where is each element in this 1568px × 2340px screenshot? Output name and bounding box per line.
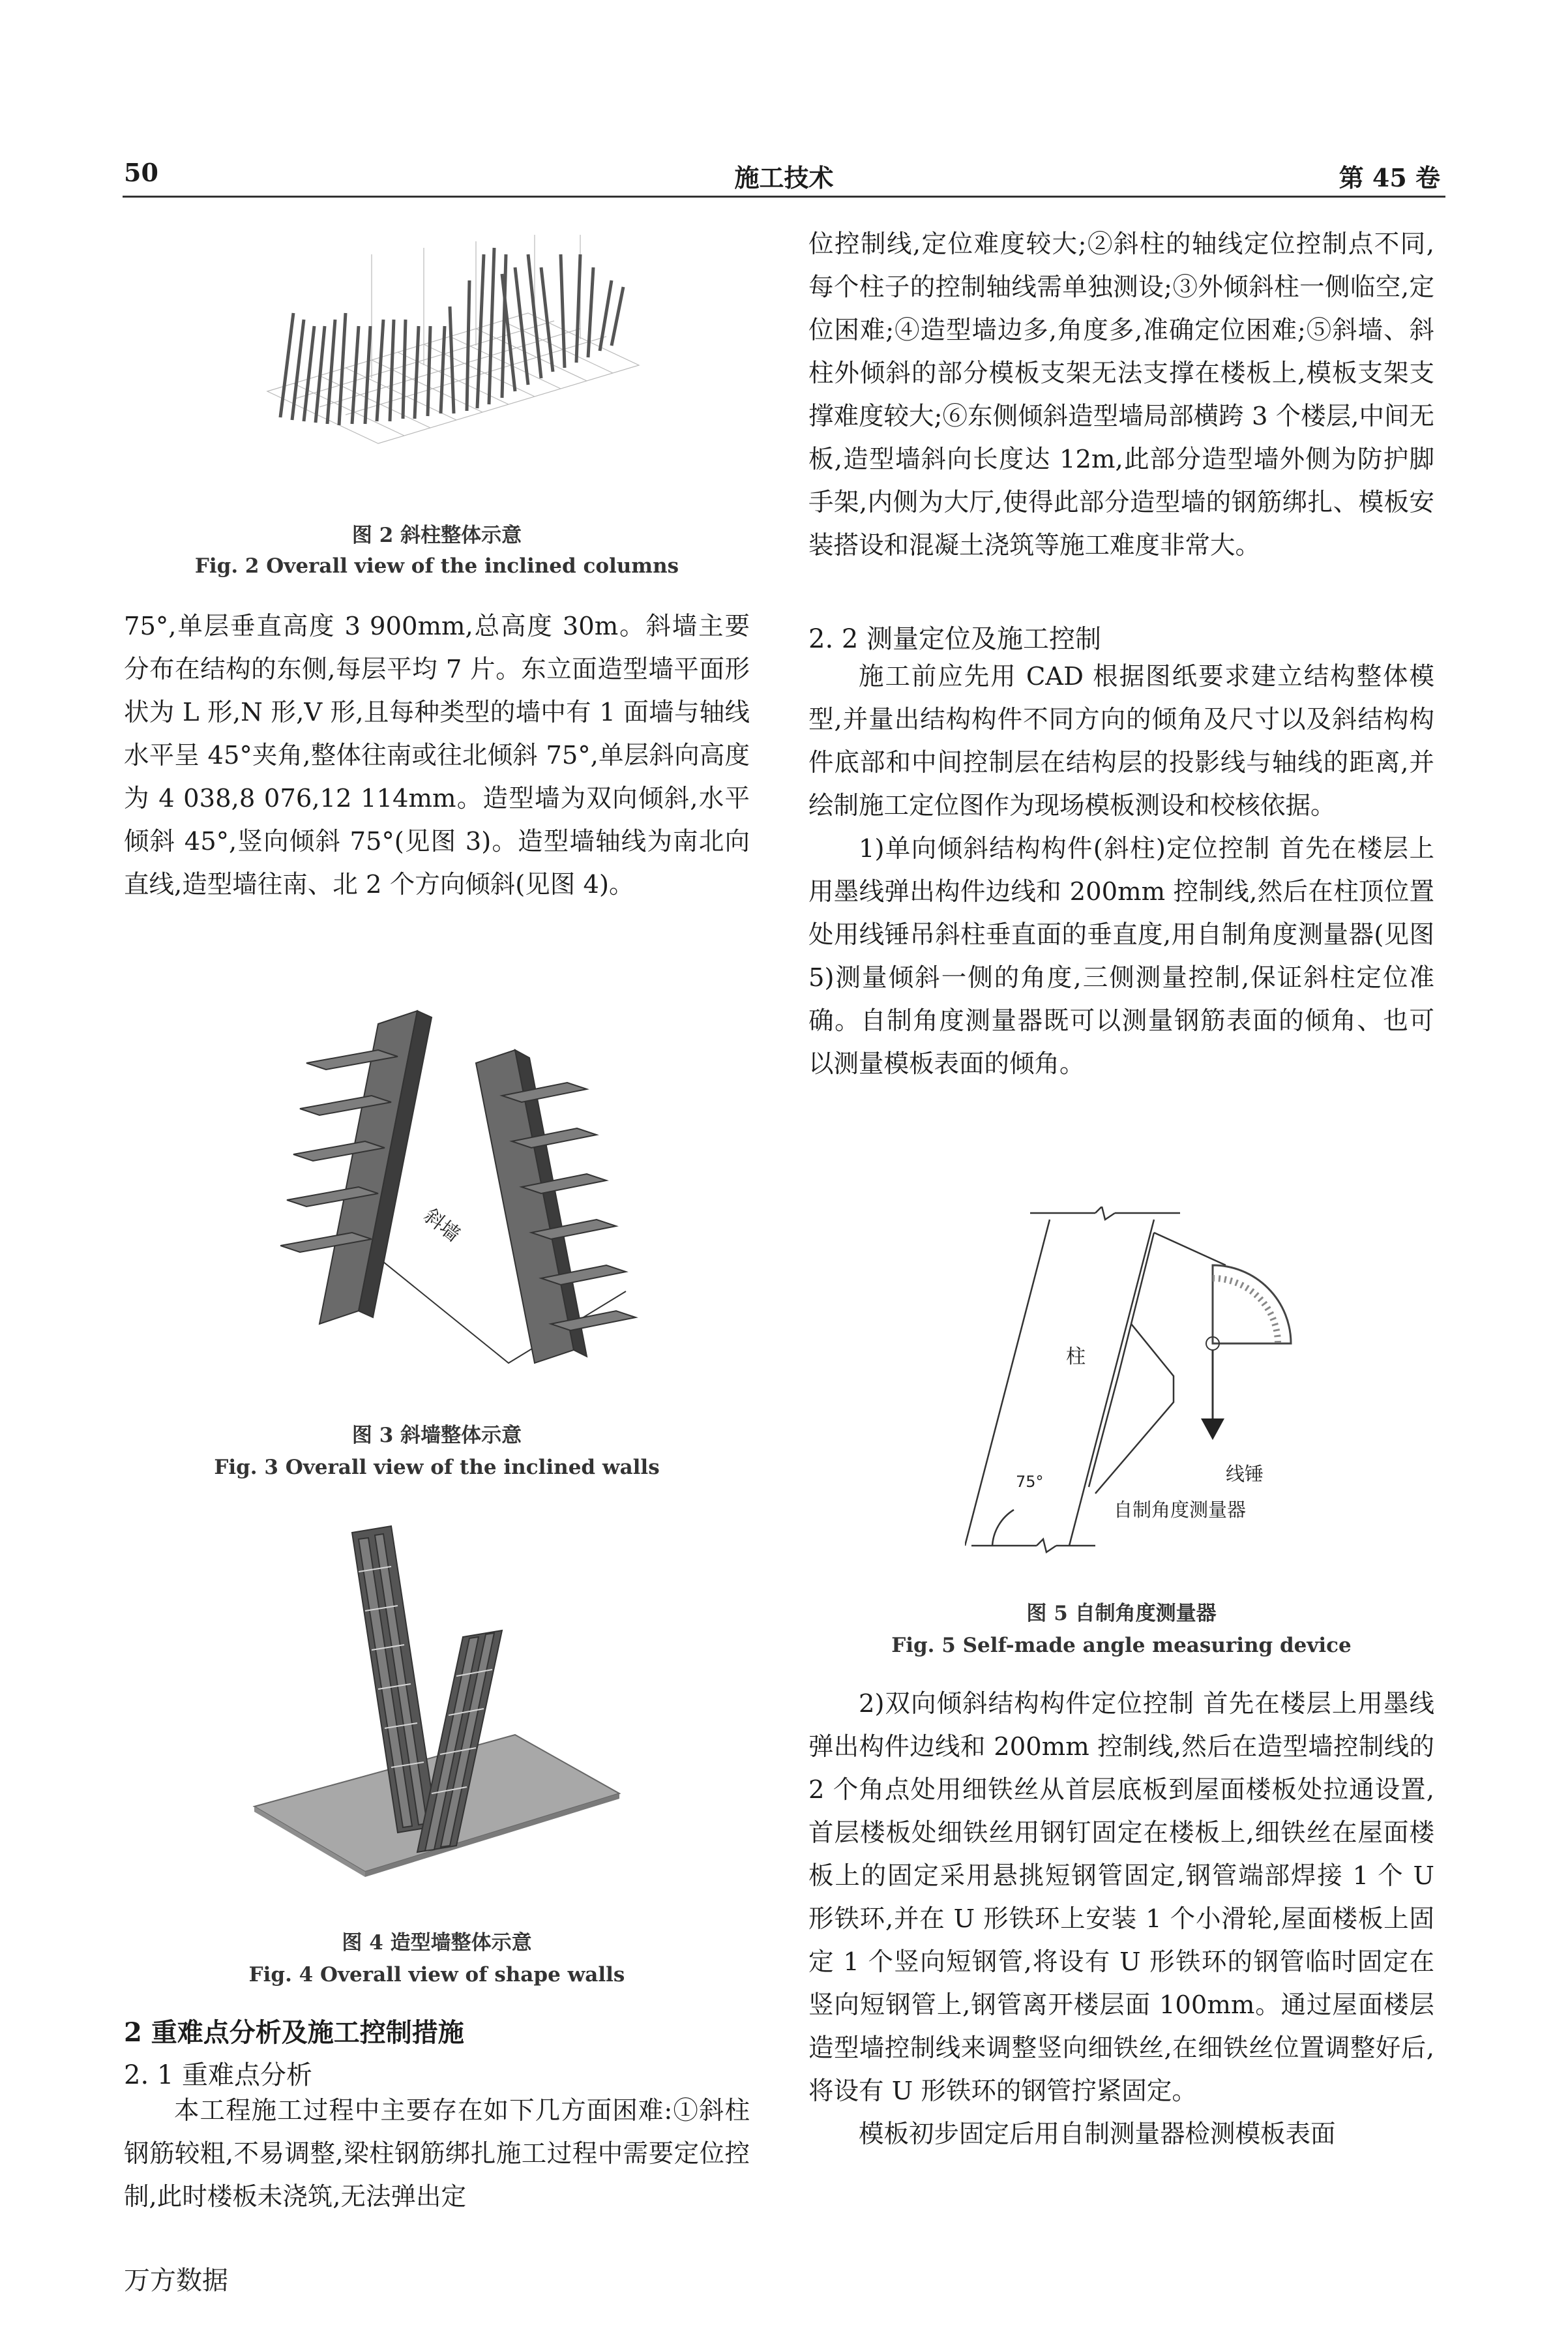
figure-5-angle-device xyxy=(965,1207,1330,1559)
page-number: 50 xyxy=(124,158,158,187)
figure-5-column-label: 柱 xyxy=(1066,1345,1086,1368)
figure-5-caption-en: Fig. 5 Self-made angle measuring device xyxy=(891,1634,1352,1657)
left-paragraph-1: 75°,单层垂直高度 3 900mm,总高度 30m。斜墙主要分布在结构的东侧,每层平均 7 片。东立面造型墙平面形状为 L 形,N 形,V 形,且每种类型的墙中有 1 面墙与轴线水平呈 45°夹角,整体往南或往北倾斜 75°,单层斜向高度为 4 038,8 076,12 114mm。造型墙为双向倾斜,水平倾斜 45°,竖向倾斜 75°(见图 3)。造型墙轴线为南北向直线,造型墙往南、北 2 个方向倾斜(见图 4)。 xyxy=(124,612,750,899)
right-paragraph-1: 位控制线,定位难度较大;②斜柱的轴线定位控制点不同,每个柱子的控制轴线需单独测设;③外倾斜柱一侧临空,定位困难;④造型墙边多,角度多,准确定位困难;⑤斜墙、斜柱外倾斜的部分模板支架无法支撑在楼板上,模板支架支撑难度较大;⑥东侧倾斜造型墙局部横跨 3 个楼层,中间无板,造型墙斜向长度达 12m,此部分造型墙外侧为防护脚手架,内侧为大厅,使得此部分造型墙的钢筋绑扎、模板安装搭设和混凝土浇筑等施工难度非常大。 xyxy=(808,230,1434,560)
section-2-heading: 2 重难点分析及施工控制措施 xyxy=(124,2017,464,2048)
figure-2-caption-en: Fig. 2 Overall view of the inclined columns xyxy=(194,554,679,578)
section-2-2-paragraph-2: 1)单向倾斜结构构件(斜柱)定位控制 首先在楼层上用墨线弹出构件边线和 200mm 控制线,然后在柱顶位置处用线锤吊斜柱垂直面的垂直度,用自制角度测量器(见图 5)测量倾斜一侧的角度,三侧测量控制,保证斜柱定位准确。自制角度测量器既可以测量钢筋表面的倾角、也可以测量模板表面的倾角。 xyxy=(808,834,1434,1079)
journal-title: 施工技术 xyxy=(734,163,834,192)
footer-watermark: 万方数据 xyxy=(124,2266,228,2296)
figure-5-caption-zh: 图 5 自制角度测量器 xyxy=(1026,1602,1217,1625)
right-paragraph-2: 2)双向倾斜结构构件定位控制 首先在楼层上用墨线弹出构件边线和 200mm 控制线,然后在造型墙控制线的 2 个角点处用细铁丝从首层底板到屋面楼板处拉通设置,首层楼板处细铁丝用钢钉固定在楼板上,细铁丝在屋面楼板上的固定采用悬挑短钢管固定,钢管端部焊接 1 个 U 形铁环,并在 U 形铁环上安装 1 个小滑轮,屋面楼板上固定 1 个竖向短钢管,将设有 U 形铁环的钢管临时固定在竖向短钢管上,钢管离开楼层面 100mm。通过屋面楼层造型墙控制线来调整竖向细铁丝,在细铁丝位置调整好后,将设有 U 形铁环的钢管拧紧固定。 xyxy=(808,1689,1434,2106)
plumb-bob-icon xyxy=(1201,1418,1224,1440)
volume-label: 第 45 卷 xyxy=(1339,163,1440,192)
right-paragraph-3: 模板初步固定后用自制测量器检测模板表面 xyxy=(859,2120,1336,2149)
figure-5-plumb-label: 线锤 xyxy=(1226,1463,1264,1485)
section-2-1-paragraph: 本工程施工过程中主要存在如下几方面困难:①斜柱钢筋较粗,不易调整,梁柱钢筋绑扎施工过程中需要定位控制,此时楼板未浇筑,无法弹出定 xyxy=(124,2096,750,2212)
section-2-2-paragraph-1: 施工前应先用 CAD 根据图纸要求建立结构整体模型,并量出结构构件不同方向的倾角及尺寸以及斜结构构件底部和中间控制层在结构层的投影线与轴线的距离,并绘制施工定位图作为现场模板测设和校核依据。 xyxy=(808,662,1434,820)
protractor-icon xyxy=(1213,1265,1291,1343)
figure-5-angle-label: 75° xyxy=(1016,1473,1044,1491)
figure-3-caption-en: Fig. 3 Overall view of the inclined walls xyxy=(214,1456,660,1479)
figure-4-shape-walls xyxy=(241,1520,632,1911)
section-2-2-heading: 2. 2 测量定位及施工控制 xyxy=(808,624,1102,654)
figure-2-inclined-columns xyxy=(254,228,645,502)
figure-4-caption-zh: 图 4 造型墙整体示意 xyxy=(342,1931,532,1955)
figure-3-caption-zh: 图 3 斜墙整体示意 xyxy=(351,1424,522,1447)
header-rule xyxy=(123,196,1445,198)
figure-4-caption-en: Fig. 4 Overall view of shape walls xyxy=(248,1963,625,1987)
figure-3-wall-label: 斜墙 xyxy=(419,1204,464,1247)
figure-2-caption-zh: 图 2 斜柱整体示意 xyxy=(351,524,522,547)
figure-5-device-label: 自制角度测量器 xyxy=(1114,1499,1247,1521)
figure-3-inclined-walls xyxy=(280,985,645,1389)
section-2-1-heading: 2. 1 重难点分析 xyxy=(124,2060,313,2090)
